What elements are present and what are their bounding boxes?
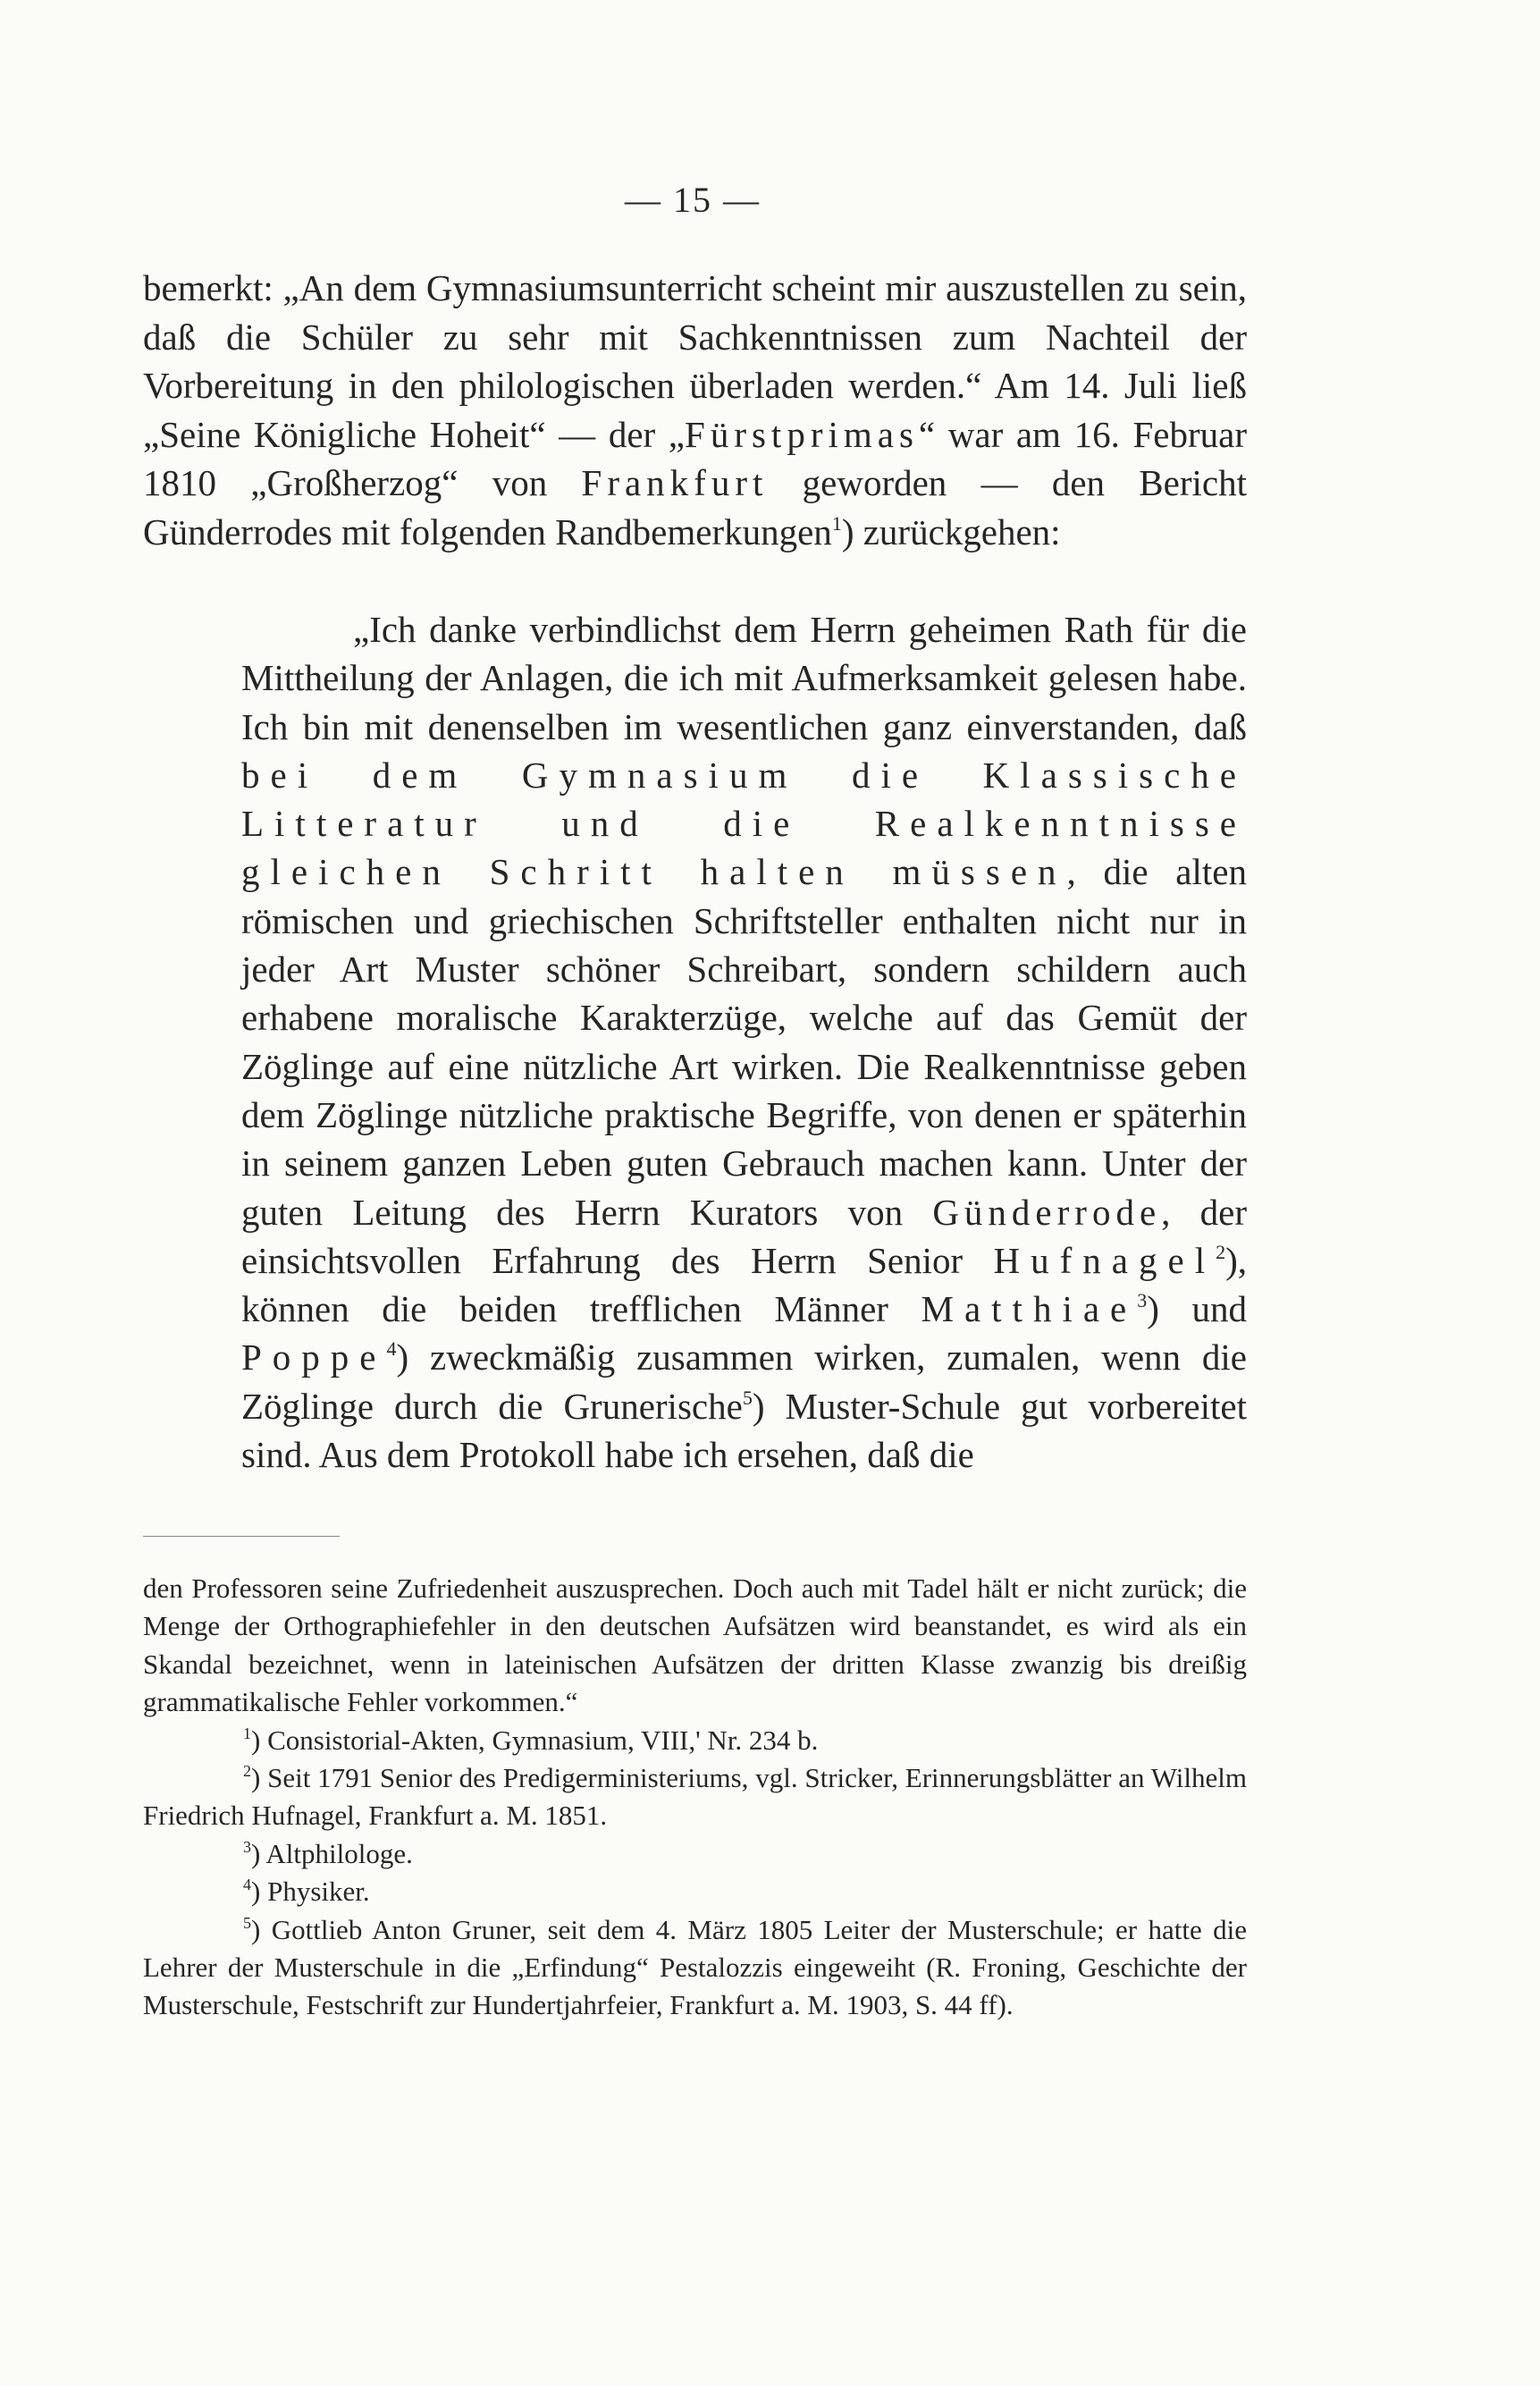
footnote-text: ) Consistorial-Akten, Gymnasium, VIII,' Nr. 234 b. <box>251 1724 819 1756</box>
footnote-divider <box>143 1536 340 1537</box>
text-run: “ war am 16. Februar 1810 „Großherzog“ von <box>143 413 1247 503</box>
body-paragraph <box>143 264 1247 556</box>
footnote-mark: 2 <box>243 1762 251 1781</box>
footnote-1 <box>143 1722 1247 1759</box>
spaced-name: Matthiae <box>921 1288 1138 1330</box>
text-run: ), können die beiden trefflichen Männer <box>241 1239 1247 1330</box>
text-run: , die alten römischen und griechischen Schriftsteller enthalten nicht nur in jeder Art Muster schöner Schreibart, sondern schildern auch erhabene moralische Karakterzüge, welche auf das Gemüt der Zöglinge auf eine nützliche Art wirken. Die Realkenntnisse geben dem Zöglinge nützliche praktische Begriffe, von denen er späterhin in seinem ganzen Leben guten Gebrauch machen kann. Unter der guten Leitung des Herrn Kurators von <box>241 851 1247 1233</box>
footnote-ref: 3 <box>1137 1289 1148 1312</box>
footnotes <box>143 1570 1247 2025</box>
footnote-mark: 1 <box>243 1724 251 1742</box>
footnote-continuation: den Professoren seine Zufriedenheit auszusprechen. Doch auch mit Tadel hält er nicht zurück; die Menge der Orthographiefehler in den deutschen Aufsätzen wird beanstandet, es wird als ein Skandal bezeichnet, wenn in lateinischen Aufsätzen der dritten Klasse zwanzig bis dreißig grammatikalische Fehler vorkommen.“ <box>143 1572 1247 1718</box>
footnote-ref: 4 <box>386 1337 397 1361</box>
footnote-mark: 5 <box>243 1913 251 1932</box>
footnote-ref: 2 <box>1216 1240 1226 1263</box>
footnote-text: ) Altphilologe. <box>251 1837 413 1869</box>
spaced-word: Frankfurt <box>581 462 769 503</box>
footnote-3 <box>143 1835 1247 1873</box>
text-run: „Ich danke verbindlichst dem Herrn geheimen Rath für die Mittheilung der Anlagen, die ich mit Aufmerksamkeit gelesen habe. Ich bin mit denenselben im wesentlichen ganz einverstanden, daß <box>241 609 1247 747</box>
footnote-2 <box>143 1759 1247 1835</box>
text-run: , der einsichtsvollen Erfahrung des Herrn Senior <box>241 1191 1247 1281</box>
text-run: bemerkt: „An dem Gymnasiumsunterricht scheint mir auszustellen zu sein, daß die Schüler zu sehr mit Sachkenntnissen zum Nachteil der Vorbereitung in den philologischen überladen werden.“ Am 14. Juli ließ „Seine Königliche Hoheit“ — der „ <box>143 267 1247 455</box>
text-run: ) zurückgehen: <box>841 510 1061 552</box>
footnote-text: ) Gottlieb Anton Gruner, seit dem 4. März 1805 Leiter der Musterschule; er hatte die Lehrer der Musterschule in die „Erfindung“ Pestalozzis eingeweiht (R. Froning, Geschichte der Musterschule, Festschrift zur Hundertjahrfeier, Frankfurt a. M. 1903, S. 44 ff). <box>143 1913 1247 2021</box>
footnote-4 <box>143 1873 1247 1910</box>
footnote-text: ) Seit 1791 Senior des Predigerministeriums, vgl. Stricker, Erinnerungsblätter an Wilhelm Friedrich Hufnagel, Frankfurt a. M. 1851. <box>143 1762 1247 1832</box>
text-run: geworden — den Bericht Günderrodes mit folgenden Randbemerkungen <box>143 462 1247 552</box>
text-run: ) Muster-Schule gut vorbereitet sind. Aus dem Protokoll habe ich ersehen, daß die <box>241 1385 1247 1476</box>
footnote-ref: 1 <box>831 511 842 535</box>
quote-text <box>241 605 1247 1479</box>
spaced-name: Hufnagel <box>993 1239 1216 1281</box>
footnote-mark: 4 <box>243 1876 251 1894</box>
text-run: ) zweckmäßig zusammen wirken, zumalen, wenn die Zöglinge durch die Grunerische <box>241 1336 1247 1427</box>
footnote-ref: 5 <box>742 1386 753 1409</box>
spaced-name: Günderrode <box>932 1191 1162 1233</box>
footnote-5 <box>143 1911 1247 2025</box>
footnote-mark: 3 <box>243 1837 251 1856</box>
spaced-word: Fürstprimas <box>685 413 919 455</box>
spaced-emphasis: bei dem Gymnasium die Klassische Litteratur und die Realkenntnisse gleichen Schritt halten müssen <box>241 754 1247 893</box>
text-run: ) und <box>1147 1288 1247 1330</box>
footnote-text: ) Physiker. <box>251 1876 370 1908</box>
page-number: — 15 — <box>625 180 761 220</box>
block-quote <box>241 605 1247 1479</box>
spaced-name: Poppe <box>241 1336 387 1378</box>
paragraph-text <box>143 264 1247 556</box>
